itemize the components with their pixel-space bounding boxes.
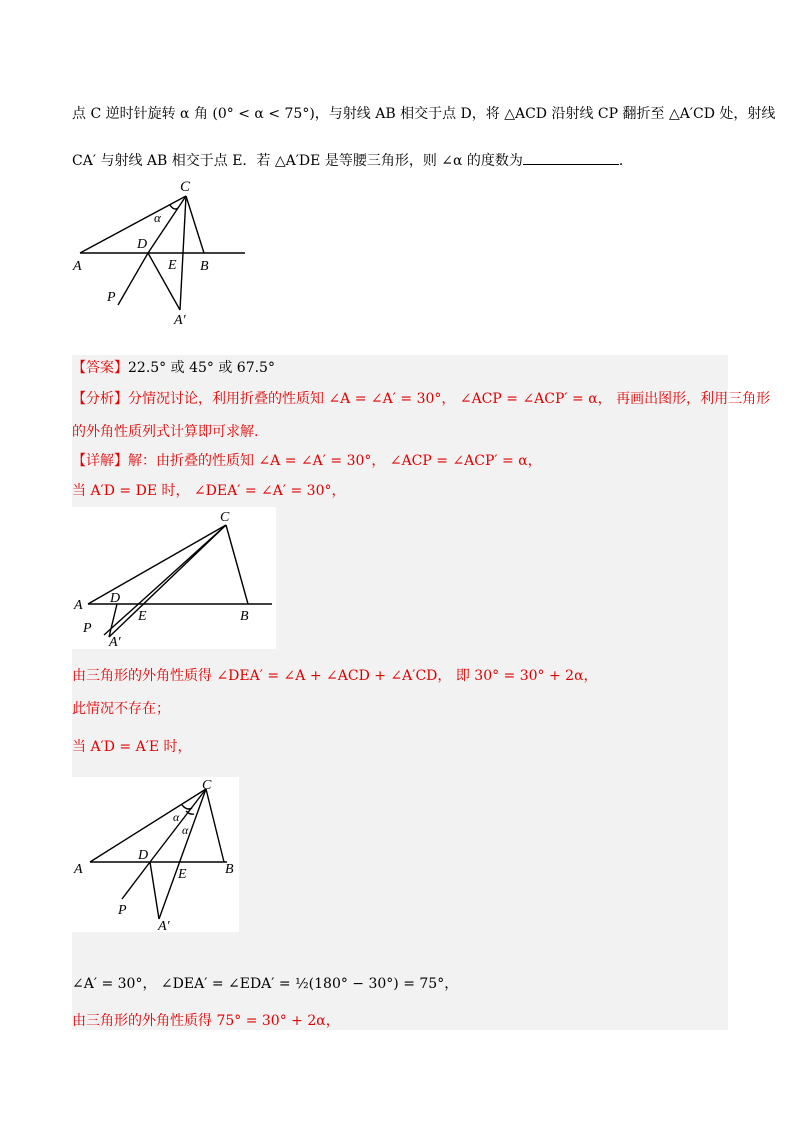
fig3-line-cd: [150, 789, 206, 862]
fig3-label-p: P: [118, 903, 127, 918]
fig2-line-ac: [88, 525, 226, 604]
fig3-label-d: D: [138, 848, 149, 863]
question-line-1: 点 C 逆时针旋转 α 角 (0° < α < 75°)，与射线 AB 相交于点 D，将 △ACD 沿射线 CP 翻折至 △A′CD 处，射线: [72, 106, 776, 122]
fig1-label-c: C: [180, 179, 191, 195]
fig3-label-e: E: [178, 867, 187, 882]
fig3-label-b: B: [225, 862, 234, 877]
fig2-line-da: [109, 604, 117, 637]
fig3-angle-arc-1: [182, 805, 192, 809]
analysis-line-1: [72, 389, 770, 409]
fig3-label-alpha-2: α: [182, 823, 189, 837]
fig2-line-cp: [104, 525, 226, 635]
fig2-line-cb: [226, 525, 248, 604]
fig3-label-c: C: [202, 778, 212, 793]
detail-case-1-calc: 由三角形的外角性质得 ∠DEA′ = ∠A + ∠ACD + ∠A′CD， 即 30° = 30° + 2α，: [72, 668, 598, 684]
detail-text-1: 解：由折叠的性质知 ∠A = ∠A′ = 30°， ∠ACP = ∠ACP′ = α，: [128, 453, 542, 469]
fig3-line-ca: [159, 789, 206, 919]
question-line-2: [72, 150, 633, 171]
fig1-label-b: B: [200, 259, 209, 274]
fig1-label-a-prime: A′: [174, 313, 186, 328]
fig1-label-a: A: [73, 259, 82, 274]
answer-tag: 【答案】: [72, 360, 128, 376]
fig1-line-ac: [80, 196, 186, 253]
fig3-label-alpha-1: α: [173, 810, 180, 824]
fig3-line-da: [150, 862, 159, 919]
fig2-label-e: E: [138, 609, 147, 624]
analysis-tag: 【分析】: [72, 391, 128, 407]
detail-case-2-conclusion: 由三角形的外角性质得 75° = 30° + 2α，: [72, 1013, 340, 1029]
fig2-label-b: B: [240, 609, 249, 624]
figure-3: [72, 777, 239, 932]
fig2-label-a-prime: A′: [109, 635, 121, 649]
detail-line-1: [72, 451, 542, 471]
fig1-label-alpha: α: [154, 210, 161, 225]
detail-case-2-calc-text: ∠A′ = 30°， ∠DEA′ = ∠EDA′ = ½(180° − 30°) = 75°，: [72, 976, 459, 992]
detail-case-2: 当 A′D = A′E 时，: [72, 739, 192, 755]
fig1-angle-arc: [170, 205, 178, 209]
question-line-2-end: ．: [618, 153, 633, 169]
fig3-label-a: A: [74, 862, 83, 877]
fig2-label-a: A: [74, 598, 83, 613]
answer-line: [72, 358, 275, 378]
detail-case-1: 当 A′D = DE 时， ∠DEA′ = ∠A′ = 30°，: [72, 483, 346, 499]
detail-tag: 【详解】: [72, 453, 128, 469]
fig2-line-ca: [109, 525, 226, 637]
question-line-2-text: CA′ 与射线 AB 相交于点 E．若 △A′DE 是等腰三角形，则 ∠α 的度数为: [72, 153, 523, 169]
fig2-label-d: D: [110, 591, 121, 606]
fig1-line-dp: [118, 253, 148, 305]
fig1-label-p: P: [107, 290, 116, 305]
fig3-label-a-prime: A′: [158, 919, 170, 932]
fig3-line-dp: [122, 862, 150, 899]
answer-blank: [523, 150, 619, 165]
fig1-line-cb: [186, 196, 204, 253]
fig1-label-e: E: [168, 258, 177, 273]
analysis-line-2: 的外角性质列式计算即可求解.: [72, 424, 259, 440]
analysis-text-1: 分情况讨论，利用折叠的性质知 ∠A = ∠A′ = 30°， ∠ACP = ∠ACP′ = α， 再画出图形，利用三角形: [128, 391, 771, 407]
detail-case-2-calc: [72, 974, 458, 994]
answer-value: 22.5° 或 45° 或 67.5°: [128, 360, 275, 376]
detail-case-1-conclusion: 此情况不存在；: [72, 701, 170, 717]
fig3-line-cb: [206, 789, 224, 862]
figure-1: [70, 178, 260, 328]
figure-2: [72, 507, 276, 649]
fig2-label-p: P: [83, 621, 92, 636]
fig2-label-c: C: [220, 510, 230, 525]
fig1-label-d: D: [137, 237, 148, 252]
